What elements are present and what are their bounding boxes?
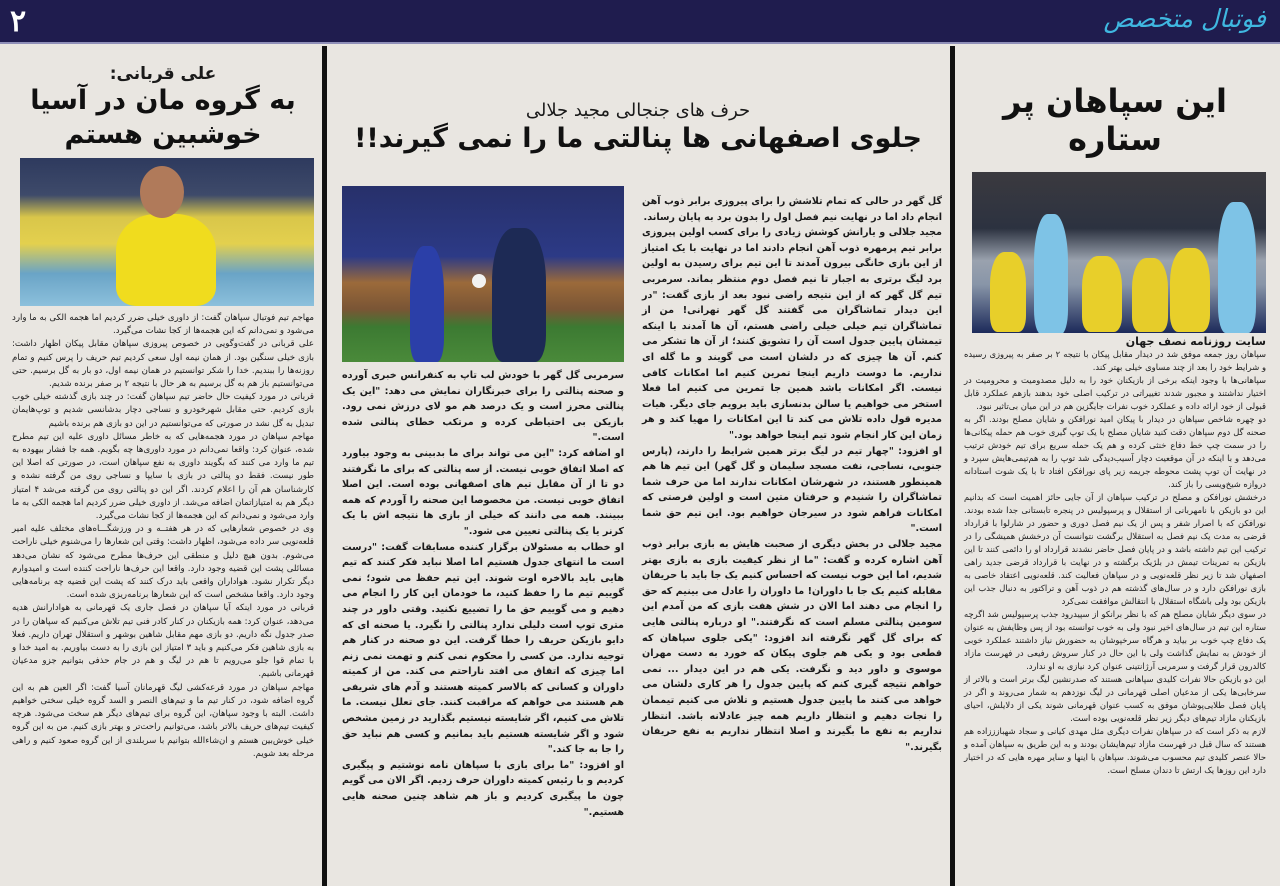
paragraph: مجید جلالی در بخش دیگری از صحبت هایش به بازی برابر ذوب آهن اشاره کرده و گفت: "ما از نظر کیفیت بازی به بازی بهتر شدیم، اما این خوب نیست که احساس کنیم یک جا باید با حریفان مقابله کنیم یک جا با داوران! ما داوران را عادل می بینیم که حق را انجام می دهند اما الان در شش هفت بازی که من آمدم این سومین پنالتی مسلم است که نگرفتند." او درباره پنالتی هایی که برای گل گهر نگرفته اند افزود: "یکی جلوی سپاهان که قطعی بود و یکی هم جلوی پیکان که خورد به دست مهران موسوی و داور دید و نگرفت. یکی هم در این دیدار ... نمی خواهم نتیجه گیری کنم که پایین جدول را هر کاری دلشان می خواهد می کنند ما پایین جدول هستیم و تلاش می کنیم تیممان را نجات دهیم و انتظار داریم همه چیز عادلانه باشد. انتظار نداریم به نفع ما بگیرند و اصلا انتظار نداریم به نفع حریفان بگیرند."	[641, 539, 942, 753]
paragraph: قربانی در مورد کیفیت حال حاضر تیم سپاهان گفت: در چند بازی گذشته خیلی خوب بازی کردیم. حتی مقابل شهرخودرو و نساجی دچار بدشانسی شدیم و توپ‌هایمان تبدیل به گل نشد در صورتی که می‌توانستیم در این دو بازی هم برنده باشیم	[12, 392, 314, 429]
column-divider	[322, 46, 327, 886]
paragraph: او افزود: "چهار تیم در لیگ برتر همین شرایط را دارند، (پارس جنوبی، نساجی، نفت مسجد سلیمان و گل گهر) این تیم ها هم همینطور هستند، در شهرشان امکانات ندارند اما من حرف شما تماشاگران را شنیدم و حرفتان متین است و اولین فرصتی که امکانات فراهم شود در سیرجان خواهیم بود. این تیم حق شما است."	[642, 445, 942, 535]
paragraph: او افزود: "ما برای بازی با سپاهان نامه نوشتیم و پیگیری کردیم و با رئیس کمیته داوران حرف زدیم. اگر الان می گویم چون ما پیگیری کردیم و باز هم شاهد چنین صحنه هایی هستیم."	[341, 759, 624, 818]
article-source: سایت روزنامه نصف جهان	[1125, 335, 1266, 348]
right-article	[958, 46, 1272, 886]
paragraph: دو چهره شاخص سپاهان در دیدار با پیکان امید نورافکن و شایان مصلح بودند. اگر به صحنه گل دوم سپاهان دقت کنید شایان مصلح با یک توپ گیری خوب هم حمله پیکانی‌ها را در سمت چپ خط دفاع خنثی کرده و هم یک حمله سریع برای تیم خودش ترتیب می‌دهد و با اینکه در آن موقعیت دچار آسیب‌دیدگی شد توپ را به هم‌تیمی‌هایش سپرد و در نهایت آن توپ پشت محوطه جریمه زیر پای نورافکن افتاد تا با یک شوت استادانه دروازه شیخ‌ویسی را باز کند.	[964, 414, 1266, 489]
column-divider	[950, 46, 955, 886]
paragraph: او اضافه کرد: "این می تواند برای ما بدبینی به وجود بیاورد که اصلا اتفاق خوبی نیست. از سه پنالتی که برای ما نگرفتند دو تا از آن مقابل تیم های اصفهانی بوده است. این اصلا اتفاق خوبی نیست. من مخصوصا این صحنه را آوردم که همه ببینند. همه می دانند که خیلی از بازی ها نتیجه اش با یک کرنر یا یک پنالتی تعیین می شود."	[342, 447, 624, 537]
right-article-headline: این سپاهان پر ستاره	[1002, 82, 1228, 158]
paragraph: او خطاب به مسئولان برگزار کننده مسابقات گفت: "درست است ما انتهای جدول هستیم اما اصلا نباید فکر کنند که تیم هایی باید بالاخره اوت شوند. این تیم حفظ می شود؛ نمی گوییم تیم ما را حفظ کنید، ما خودمان این کار را انجام می دهیم و می گوییم حق ما را تضییع نکنید. وقتی داور در چند متری توپ است دلیلی ندارد پنالتی را نگیرد. یا صحنه ای که دایو بازیکن حریف را خطا گرفت. این دو صحنه در کنار هم توجیه ندارد. من کسی را محکوم نمی کنم و تهمت نمی زنم اما چیزی که اتفاق می افتد ناراحتم می کند. من از کمیته داوران و کسانی که بالاسر کمیته هستند و آدم های شریفی هم هستند می خواهم که مراقبت کنند. جای تعلل نیست. ما تلاش می کنیم، اگر شایسته نیستیم بگذارید در زمین مشخص شود و اگر شایسته هستیم باید بمانیم و کسی هم نباید حق را جا به جا کند."	[342, 541, 624, 756]
paragraph: درخشش نورافکن و مصلح در ترکیب سپاهان از آن جایی حائز اهمیت است که بدانیم این دو بازیکن با نامهربانی از استقلال و پرسپولیس در پنجره تابستانی جدا شده بودند. نورافکن که با اصرار شفر و پس از یک نیم فصل دوری و حضور در شارلوا با قرارداد قرضی به مدت یک نیم فصل به استقلال برگشت نتوانست آن درخشش همیشگی را در ترکیب این تیم داشته باشد و در پایان فصل حاضر نشدند قرارداد او را دائمی کنند تا این بازیکن به تمرینات تیمش در بلژیک برگشته و در نهایت با قرارداد قرضی جدید راهی اصفهان شد تا زیر نظر قلعه‌نویی و در سپاهان فعالیت کند. قلعه‌نویی اعتقاد خاصی به بازی نورافکن دارد و در سال‌های گذشته هم در ذوب آهن و تراکتور به دنبال جذب این بازیکن بود ولی باشگاه استقلال با انتقالش موافقت نمی‌کرد	[964, 492, 1266, 606]
paragraph: این دو بازیکن حالا نفرات کلیدی سپاهانی هستند که صدرنشین لیگ برتر است و بالاتر از سرخابی‌ها یکی از مدعیان اصلی قهرمانی در لیگ نوزدهم به شمار می‌روند و اگر در پایان فصل طلایی‌پوشان موفق به کسب عنوان قهرمانی شوند یکی از دلایلش، احیای بازیکنان مازاد تیم‌های دیگر زیر نظر قلعه‌نویی بوده است.	[964, 674, 1266, 723]
paragraph: قربانی در مورد اینکه آیا سپاهان در فصل جاری یک قهرمانی به هوادارانش هدیه می‌دهد، عنوان کرد: همه بازیکنان در کنار کادر فنی تیم تلاش می‌کنیم که سپاهان را در صدر جدول نگه داریم. دو بازی مهم مقابل شاهین بوشهر و استقلال تهران داریم. فعلا به بازی شاهین فکر می‌کنیم و باید ۳ امتیاز این بازی را به دست بیاوریم. به امید خدا و با تمام قوا جلو می‌رویم تا هم در لیگ و هم در جام حذفی بتوانیم جزو مدعیان قهرمانی باشیم.	[12, 603, 314, 680]
newspaper-logo: فوتبال متخصص	[1103, 4, 1266, 33]
left-article	[8, 46, 318, 886]
middle-article-text-left	[342, 368, 624, 820]
masthead	[0, 0, 1280, 44]
paragraph: در سوی دیگر شایان مصلح هم که با نظر برانکو از سپیدرود جذب پرسپولیس شد اگرچه ستاره این تیم در سال‌های اخیر نبود ولی به خوب توانسته بود از پس وظایفش به عنوان یک دفاع چپ خوب بر بیاید و هرگاه سرخپوشان به حضورش نیاز داشتند عملکرد خوبی از خودش به نمایش گذاشت ولی با این حال در کنار سروش رفیعی در فهرست مازاد کالدرون قرار گرفت و سرمربی آرژانتینی عنوان کرد نیازی به او ندارد.	[964, 609, 1266, 671]
paragraph: مجید جلالی و یارانش کوشش زیادی را برای کسب اولین پیروزی برابر تیم پرمهره ذوب آهن انجام دادند اما در نهایت با یک امتیاز از این بازی خانگی بیرون آمدند تا این تیم برای رسیدن به اولین برد لیگ برتری به اجبار تا نیم فصل دوم منتظر بماند. سرمربی تیم گل گهر که از این نتیجه راضی نبود بعد از بازی گفت: "در این دیدار تماشاگران می گفتند گل گهر تهرانی! من از تماشاگران تیم خیلی خیلی راضی هستم، آن ها آمدند با اینکه تیمشان پایین جدول است آن را تشویق کنند؛ از آن ها تشکر می کنم. آن ها چیزی که در دلشان است می گویند و ما گله ای نداریم. ما دوست داریم اینجا تمرین کنیم اما امکانات کافی نیست. اگر امکانات باشد همین جا تمرین می کنیم اما فعلا استخر می خواهیم یا سالن بدنسازی باید برویم جای دیگر. هیات مدیره قول داده تلاش می کند تا این امکانات را مهیا کند و هر زمان این کار انجام شود تیم اینجا خواهد بود."	[642, 227, 942, 441]
photo-icon	[972, 172, 1266, 333]
paragraph: مهاجم تیم فوتبال سپاهان گفت: از داوری خیلی ضرر کردیم اما هجمه الکی به ما وارد می‌شود و نمی‌دانم که این هجمه‌ها از کجا نشات می‌گیرد.	[12, 313, 314, 337]
paragraph: سپاهانی‌ها با وجود اینکه برخی از بازیکنان خود را به دلیل مصدومیت و محرومیت در اختیار نداشتند و مجبور شدند تغییراتی در ترکیب اصلی خود بدهند بازهم عملکرد قابل قبولی از خود ارائه داده و عملکرد خوب نفرات جایگزین هم در این میان بی‌تاثیر نبود.	[964, 375, 1266, 411]
paragraph: مهاجم سپاهان در مورد قرعه‌کشی لیگ قهرمانان آسیا گفت: اگر العین هم به این گروه اضافه شود، در کنار تیم ما و تیم‌های النصر و السد گروه خیلی سختی خواهیم داشت. البته با وجود سپاهان، این گروه برای تیم‌های دیگر هم سخت می‌شود. هرچه کیفیت تیم‌های حریف بالاتر باشد، می‌توانیم راحت‌تر و بهتر بازی کنیم. من به این گروه خیلی خوش‌بین هستم و ان‌شاءالله بتوانیم با سربلندی از این گروه صعود کنیم و راهی مرحله بعد شویم.	[12, 682, 314, 759]
middle-article-kicker: حرف های جنجالی مجید جلالی	[525, 100, 751, 121]
paragraph: وی در خصوص شعارهایی که در هر هفتــه و در ورزشگـــاه‌های مختلف علیه امیر قلعه‌نویی سر داده می‌شود، اظهار داشت: وقتی این شعارها را می‌شنوم خیلی ناراحت می‌شوم. بدون هیچ دلیل و منطقی این حرف‌ها مطرح می‌شود که نشان می‌دهد مسائلی پشت این قضیه وجود دارد. واقعا این حرف‌ها ناراحت کننده است و امیدوارم دیگر تکرار نشود. هواداران واقعی باید درک کنند که پشت این قضیه چه برنامه‌هایی وجود دارد. واقعا مشخص است که این شعارها برنامه‌ریزی شده است.	[12, 524, 314, 601]
photo-icon	[20, 158, 314, 306]
paragraph: لازم به ذکر است که در سپاهان نفرات دیگری مثل مهدی کیانی و سجاد شهبازززاده هم هستند که سال قبل در فهرست مازاد تیم‌هایشان بودند و به این طریق به سپاهان آمده و حالا عنصر کلیدی تیم محسوب می‌شوند. سپاهان با اینها و سایر مهره هایی که در اختیار دارد این روزها یک ارتش تا دندان مسلح است.	[964, 726, 1266, 775]
left-article-headline-line1: به گروه مان در آسیا	[30, 85, 296, 116]
left-article-kicker: علی قربانی:	[109, 64, 217, 84]
paragraph: مهاجم سپاهان در مورد هجمه‌هایی که به خاطر مسائل داوری علیه این تیم مطرح شده، عنوان کرد: واقعا نمی‌دانم در مورد داوری‌ها چه بگویم. همه جا فشار بیهوده به تیم ما وارد می کنند که بگویند داوری به نفع سپاهان است، در صورتی که اصلا این طور نیست. فقط دو پنالتی در بازی با سایپا و نساجی روی من گرفته نشده و کارشناسان هم آن را اعلام کردند. اگر این دو پنالتی روی من گرفته می‌شد ۴ امتیاز دیگر هم به امتیازاتمان اضافه می‌شد. از داوری خیلی ضرر کردیم اما هجمه الکی به ما وارد می‌شود و نمی‌دانم که این هجمه‌ها از کجا نشات می‌گیرد.	[12, 431, 314, 522]
middle-article-text-right	[642, 194, 942, 755]
middle-article-headline: جلوی اصفهانی ها پنالتی ما را نمی گیرند!!	[354, 123, 922, 154]
photo-icon	[342, 186, 624, 362]
page-number: ۲	[10, 4, 27, 39]
middle-article	[330, 46, 946, 886]
paragraph: سرمربی گل گهر با خودش لب تاپ به کنفرانس خبری آورده و صحنه پنالتی را برای خبرنگاران نمایش می دهد: "این یک پنالتی محرز است و یک درصد هم مو لای درزش نمی رود. بازیکن بی احتیاطی کرده و مرتکب خطای پنالتی شده است."	[342, 370, 624, 444]
left-article-headline-line2: خوشبین هستم	[64, 119, 262, 150]
paragraph: گل گهر در حالی که تمام تلاشش را برای پیروزی برابر ذوب آهن انجام داد اما در نهایت نیم فصل اول را بدون برد به پایان رساند.	[642, 196, 942, 223]
paragraph: سپاهان روز جمعه موفق شد در دیدار مقابل پیکان با نتیجه ۲ بر صفر به پیروزی رسیده و شرایط خود را بعد از چند مساوی خیلی بهتر کند.	[964, 349, 1266, 372]
paragraph: علی قربانی در گفت‌وگویی در خصوص پیروزی سپاهان مقابل پیکان اظهار داشت: بازی خیلی سنگین بود. از همان نیمه اول سعی کردیم تیم حریف را پرس کنیم و تمام روزنه‌ها را ببندیم. خدا را شکر توانستیم در همان نیمه اول، دو بار به گل برسیم. حتی می‌توانستیم باز هم به گل برسیم به هر حال با نتیجه ۲ بر صفر برنده شدیم.	[12, 339, 314, 390]
